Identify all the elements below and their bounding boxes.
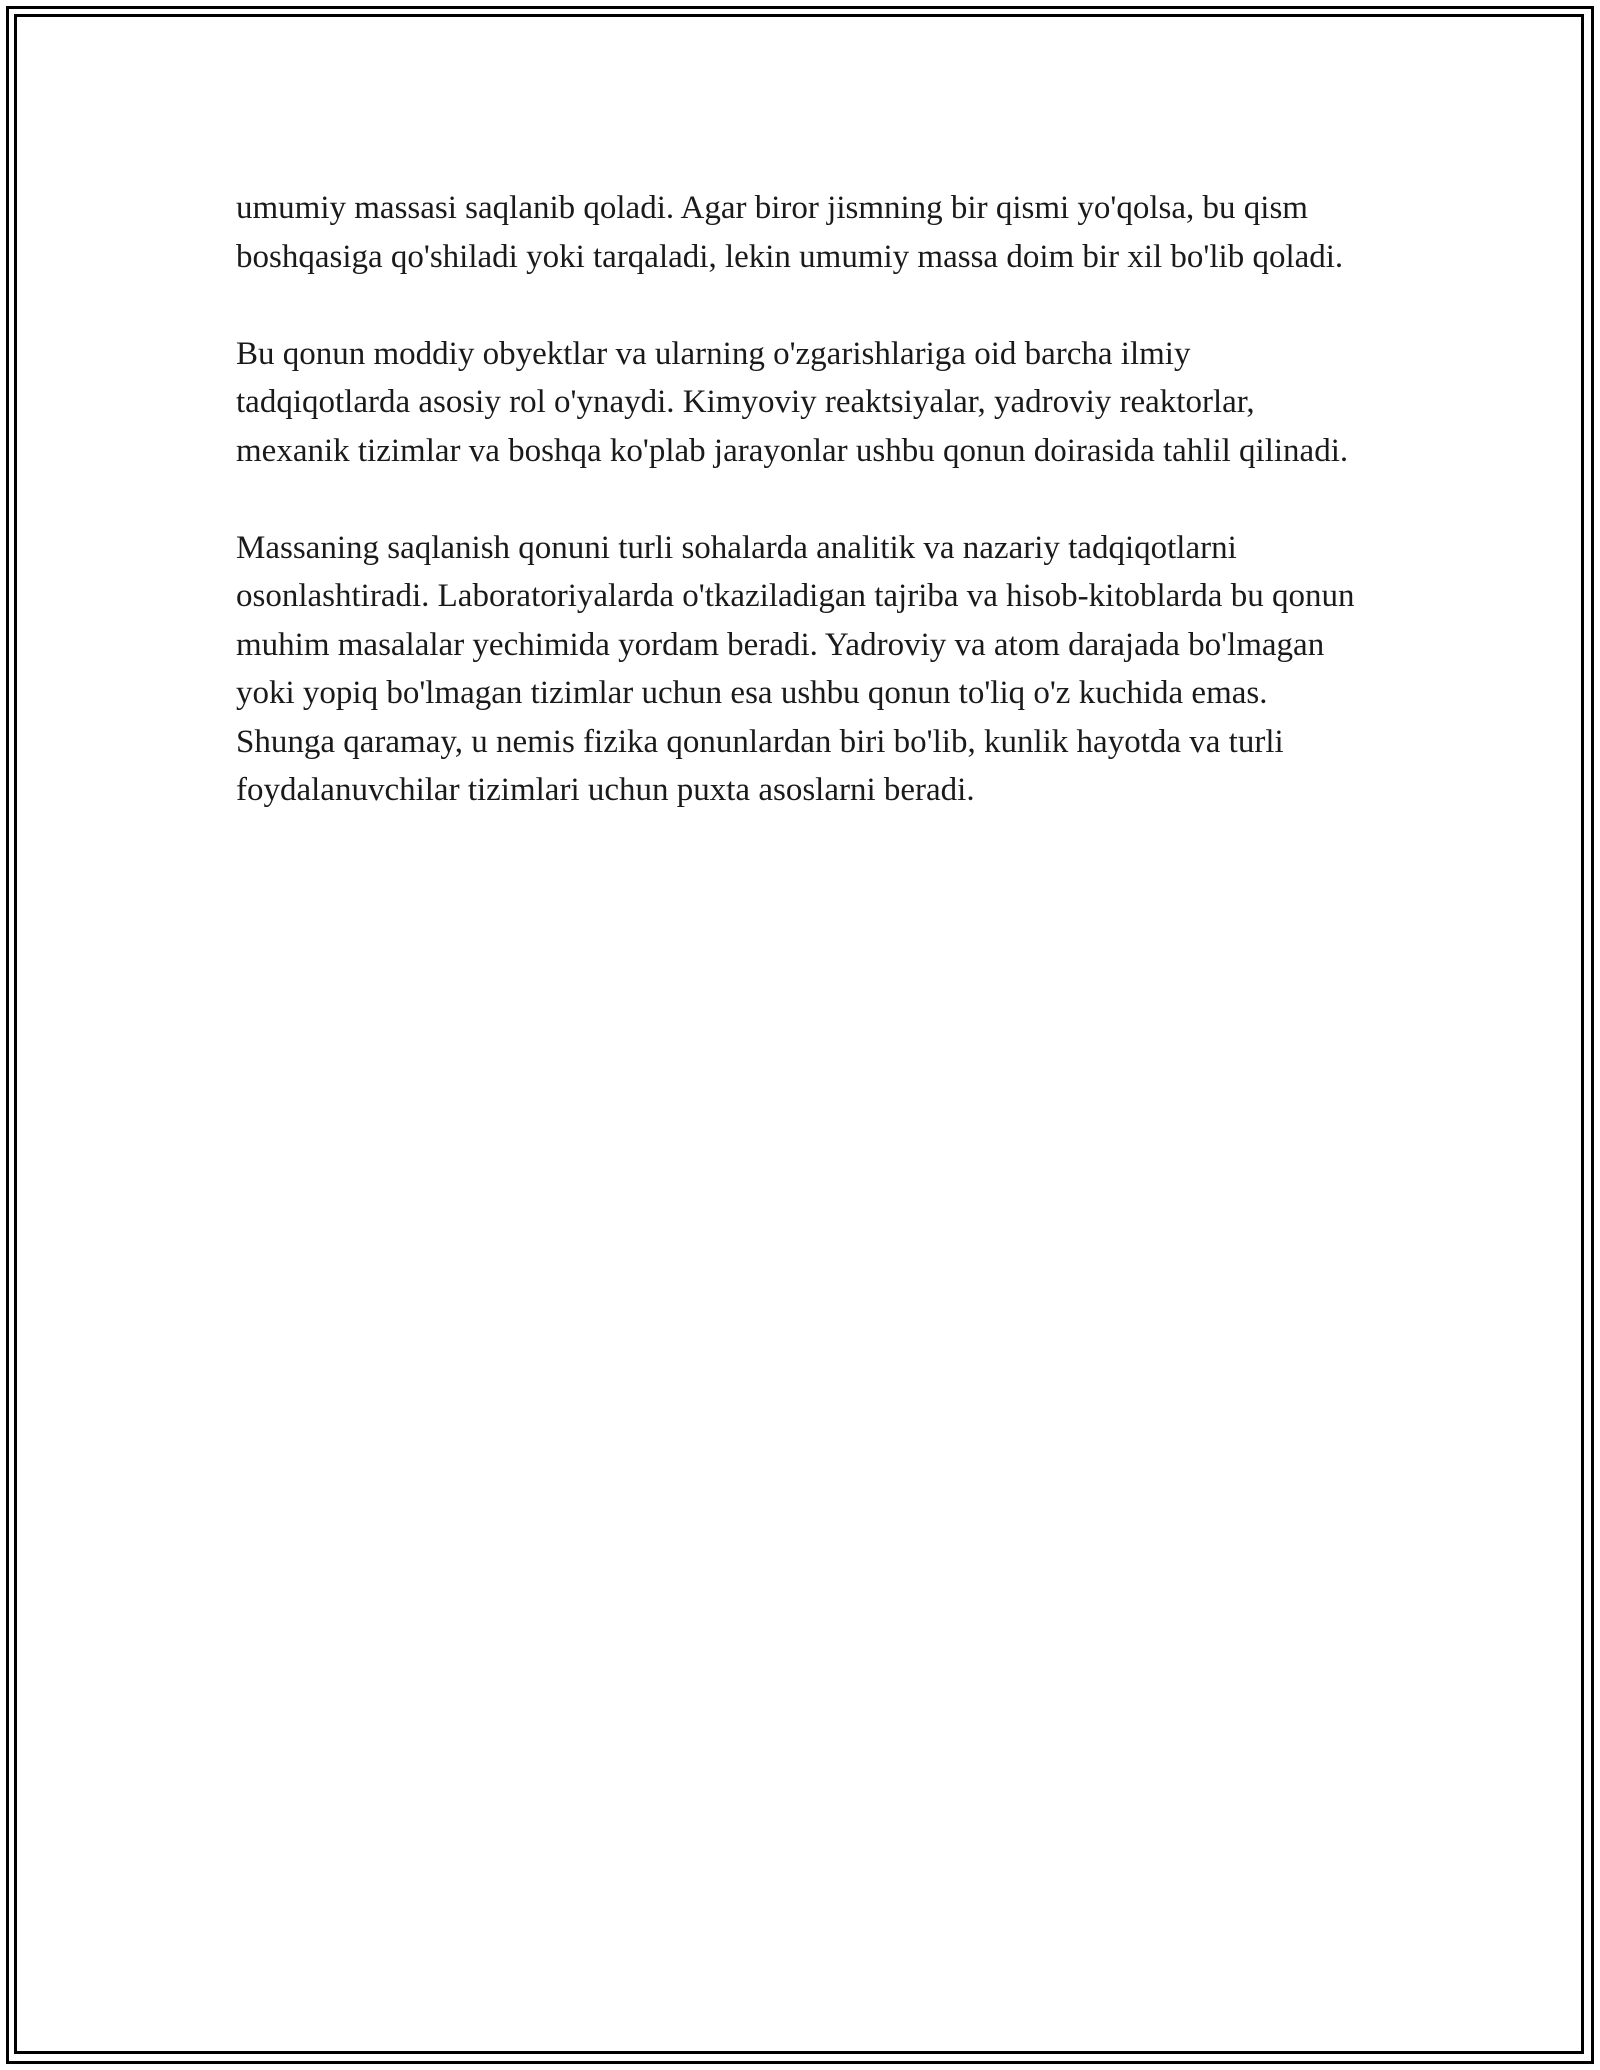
document-body xyxy=(236,184,1366,863)
paragraph-1: umumiy massasi saqlanib qoladi. Agar biror jismning bir qismi yo'qolsa, bu qism boshqasiga qo'shiladi yoki tarqaladi, lekin umumiy massa doim bir xil bo'lib qoladi. xyxy=(236,190,1344,275)
paragraph-3: Massaning saqlanish qonuni turli sohalarda analitik va nazariy tadqiqotlarni osonlashtiradi. Laboratoriyalarda o'tkaziladigan tajriba va hisob-kitoblarda bu qonun muhim masalalar yechimida yordam beradi. Yadroviy va atom darajada bo'lmagan yoki yopiq bo'lmagan tizimlar uchun esa ushbu qonun to'liq o'z kuchida emas. Shunga qaramay, u nemis fizika qonunlardan biri bo'lib, kunlik hayotda va turli foydalanuvchilar tizimlari uchun puxta asoslarni beradi. xyxy=(236,529,1355,808)
paragraph-2: Bu qonun moddiy obyektlar va ularning o'zgarishlariga oid barcha ilmiy tadqiqotlarda asosiy rol o'ynaydi. Kimyoviy reaktsiyalar, yadroviy reaktorlar, mexanik tizimlar va boshqa ko'plab jarayonlar ushbu qonun doirasida tahlil qilinadi. xyxy=(236,335,1349,469)
